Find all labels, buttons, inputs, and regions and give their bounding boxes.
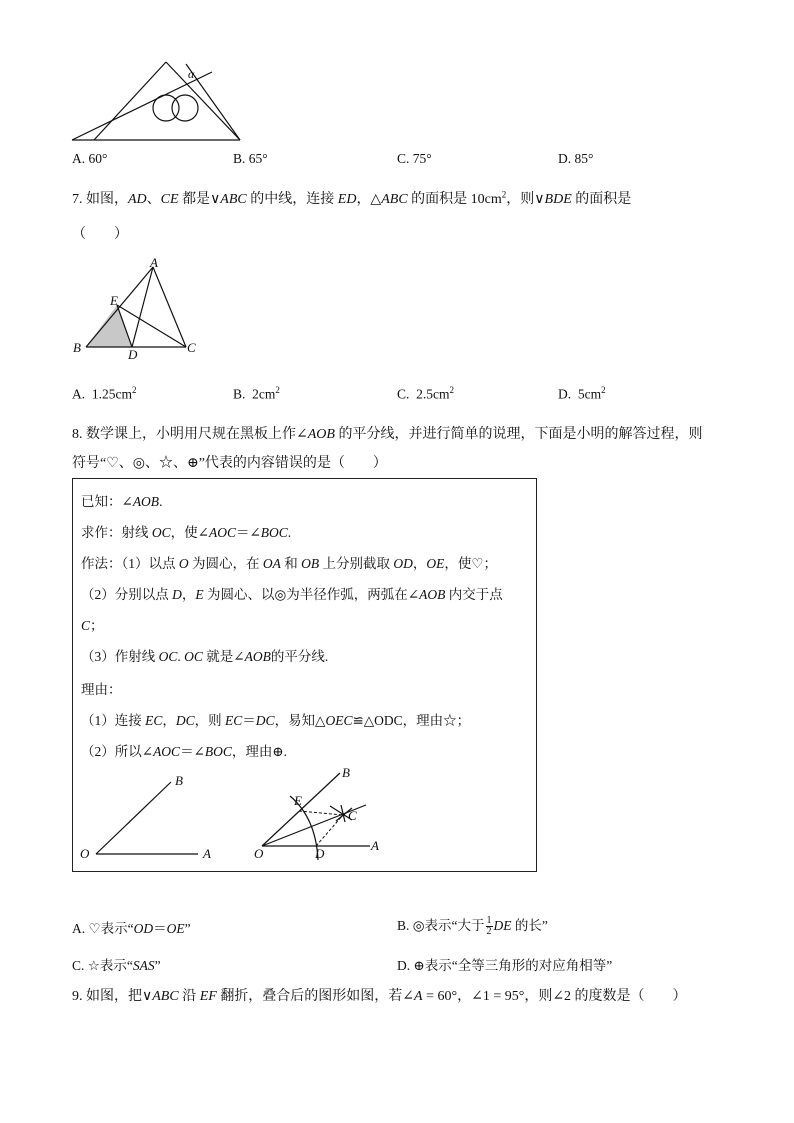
fraction-half: $\frac{1}{2}$ — [486, 915, 492, 938]
q7-label-d: D — [128, 347, 138, 362]
q8-right-label-c: C — [348, 808, 357, 823]
box-line-reason-1: （1）连接 EC，DC，则 EC＝DC，易知△OEC≌△ODC，理由☆； — [81, 713, 471, 728]
q8-stem-line1: 8. 数学课上，小明用尺规在黑板上作∠AOB 的平分线，并进行简单的说理，下面是小明的解答过程，则 — [72, 427, 703, 442]
q7-blank: （ ） — [72, 227, 128, 242]
q8-right-label-b: B — [342, 765, 350, 780]
q7-option-a[interactable]: A. $1.25cm^2$ — [72, 385, 137, 402]
q7-label-e: E — [110, 293, 118, 308]
q9-stem: 9. 如图，把∨ABC 沿 EF 翻折，叠合后的图形如图，若∠A = 60°，∠1 = 95°，则∠2 的度数是（ ） — [72, 989, 687, 1004]
q6-option-c[interactable]: C. 75° — [397, 151, 432, 166]
q8-stem-line2: 符号“♡、◎、☆、⊕”代表的内容错误的是（ ） — [72, 456, 387, 471]
box-line-reason-2: （2）所以∠AOC＝∠BOC，理由⊕. — [81, 744, 288, 759]
box-line-reason: 理由： — [81, 682, 122, 697]
q6-alpha-label: α — [188, 67, 195, 81]
q8-option-c[interactable]: C. ☆表示“SAS” — [72, 958, 161, 973]
q8-right-label-d: D — [315, 846, 325, 861]
q8-option-d[interactable]: D. ⊕表示“全等三角形的对应角相等” — [397, 958, 613, 973]
q6-option-b[interactable]: B. 65° — [233, 151, 268, 166]
box-line-method-2: （2）分别以点 D，E 为圆心、以◎为半径作弧，两弧在∠AOB 内交于点 — [81, 587, 503, 602]
box-line-construct: 求作：射线 OC，使∠AOC＝∠BOC. — [81, 525, 292, 540]
q8-right-label-e: E — [294, 793, 302, 808]
q6-option-a[interactable]: A. 60° — [72, 151, 108, 166]
q8-option-a[interactable]: A. ♡表示“OD＝OE” — [72, 921, 191, 936]
q8-right-label-a: A — [371, 838, 379, 853]
q7-label-b: B — [73, 340, 81, 355]
q7-stem: 7. 如图，AD、CE 都是∨ABC 的中线，连接 ED，△ABC 的面积是 $10cm^2$，则∨BDE 的面积是 — [72, 189, 632, 207]
box-line-known: 已知：∠AOB. — [81, 494, 163, 509]
box-line-method-1: 作法：（1）以点 O 为圆心，在 OA 和 OB 上分别截取 OD，OE，使♡； — [81, 556, 497, 571]
q8-right-label-o: O — [254, 846, 264, 861]
box-line-method-3: （3）作射线 OC. OC 就是∠AOB的平分线. — [81, 649, 329, 664]
q8-left-label-a: A — [203, 846, 211, 861]
q6-option-d[interactable]: D. 85° — [558, 151, 594, 166]
q7-option-c[interactable]: C. $2.5cm^2$ — [397, 385, 455, 402]
box-line-method-2-cont: C； — [81, 618, 104, 633]
q7-option-d[interactable]: D. $5cm^2$ — [558, 385, 606, 402]
q8-option-b[interactable]: B. ◎表示“大于 $\frac{1}{2}$ DE 的长” — [397, 915, 548, 938]
q7-label-c: C — [187, 340, 196, 355]
q7-option-b[interactable]: B. $2cm^2$ — [233, 385, 280, 402]
q8-left-label-o: O — [80, 846, 90, 861]
q7-label-a: A — [150, 255, 158, 270]
q8-left-label-b: B — [175, 773, 183, 788]
